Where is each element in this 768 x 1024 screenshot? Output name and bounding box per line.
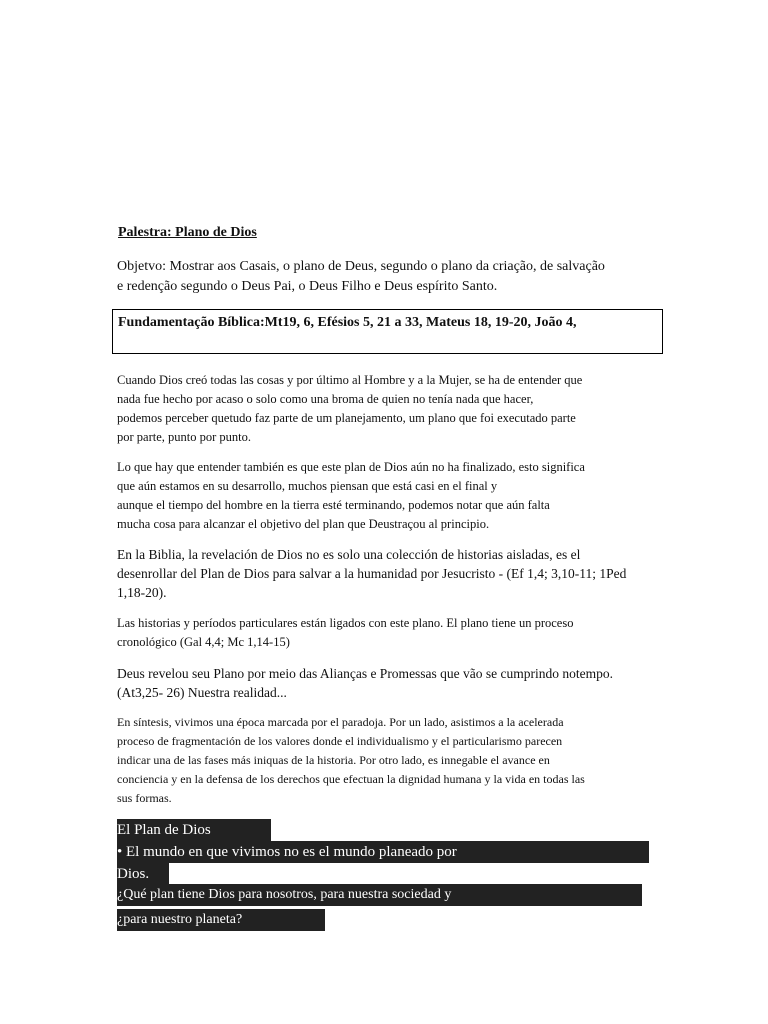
paragraph xyxy=(117,458,662,534)
paragraph-line: Lo que hay que entender también es que este plan de Dios aún no ha finalizado, esto significa xyxy=(117,460,585,474)
paragraph-line: En síntesis, vivimos una época marcada por el paradoja. Por un lado, asistimos a la acelerada xyxy=(117,715,564,729)
paragraph xyxy=(117,614,662,652)
highlight-line: Dios. xyxy=(117,863,169,885)
paragraph xyxy=(117,545,662,602)
paragraph-line: proceso de fragmentación de los valores donde el individualismo y el particularismo parecen xyxy=(117,734,563,748)
objective-line: Objetvo: Mostrar aos Casais, o plano de Deus, segundo o plano da criação, de salvação xyxy=(117,259,605,274)
objective-text xyxy=(117,257,662,297)
fundamentacao-text: Fundamentação Bíblica:Mt19, 6, Efésios 5, 21 a 33, Mateus 18, 19-20, João 4, xyxy=(118,315,577,330)
paragraph-line: conciencia y en la defensa de los derechos que efectuan la dignidad humana y la vida en todas las xyxy=(117,772,585,786)
paragraph-line: indicar una de las fases más iniquas de la historia. Por otro lado, es innegable el avance en xyxy=(117,753,550,767)
paragraph-line: por parte, punto por punto. xyxy=(117,430,252,444)
paragraph-line: mucha cosa para alcanzar el objetivo del plan que Deustraçou al principio. xyxy=(117,517,490,531)
paragraph-line: podemos perceber quetudo faz parte de um planejamento, um plano que foi executado parte xyxy=(117,411,576,425)
paragraph-line: Las historias y períodos particulares están ligados con este plano. El plano tiene un proceso xyxy=(117,616,574,630)
paragraph-line: nada fue hecho por acaso o solo como una broma de quien no tenía nada que hacer, xyxy=(117,392,534,406)
highlight-heading: El Plan de Dios xyxy=(117,819,271,841)
paragraph-line: En la Biblia, la revelación de Dios no es solo una colección de historias aisladas, es el xyxy=(117,547,581,562)
highlight-line: ¿para nuestro planeta? xyxy=(117,909,325,931)
fundamentacao-box xyxy=(112,309,663,354)
objective-line: e redenção segundo o Deus Pai, o Deus Filho e Deus espírito Santo. xyxy=(117,279,498,294)
paragraph-line: (At3,25- 26) Nuestra realidad... xyxy=(117,685,287,700)
paragraph-line: que aún estamos en su desarrollo, muchos piensan que está casi en el final y xyxy=(117,479,498,493)
paragraph-line: Cuando Dios creó todas las cosas y por último al Hombre y a la Mujer, se ha de entender que xyxy=(117,373,583,387)
paragraph-line: Deus revelou seu Plano por meio das Alianças e Promessas que vão se cumprindo notempo. xyxy=(117,666,614,681)
page-title: Palestra: Plano de Dios xyxy=(118,225,257,240)
paragraph xyxy=(117,371,662,447)
highlight-line: • El mundo en que vivimos no es el mundo planeado por xyxy=(117,841,649,863)
paragraph xyxy=(117,713,662,808)
paragraph-line: aunque el tiempo del hombre en la tierra esté terminando, podemos notar que aún falta xyxy=(117,498,550,512)
paragraph-line: sus formas. xyxy=(117,791,172,805)
paragraph xyxy=(117,664,662,702)
paragraph-line: cronológico (Gal 4,4; Mc 1,14-15) xyxy=(117,635,290,649)
paragraph-line: desenrollar del Plan de Dios para salvar a la humanidad por Jesucristo - (Ef 1,4; 3,10-11; 1Ped xyxy=(117,566,627,581)
paragraph-line: 1,18-20). xyxy=(117,585,167,600)
highlight-line: ¿Qué plan tiene Dios para nosotros, para nuestra sociedad y xyxy=(117,884,642,906)
